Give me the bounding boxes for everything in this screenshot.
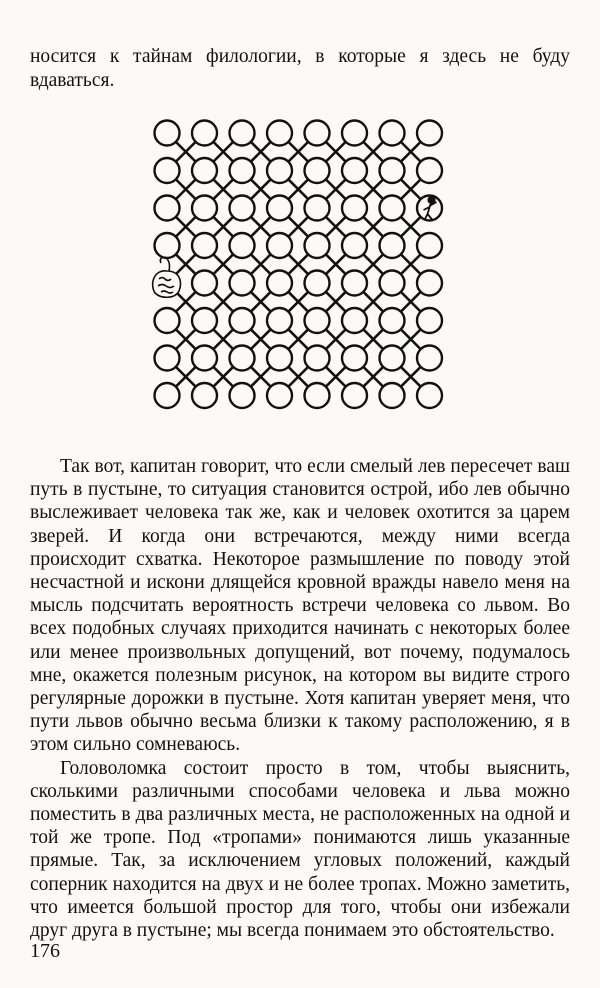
- path-node: [305, 158, 330, 183]
- path-node: [342, 196, 367, 221]
- path-node: [380, 233, 405, 258]
- path-node: [380, 308, 405, 333]
- path-node: [417, 121, 442, 146]
- path-node: [230, 196, 255, 221]
- path-node: [417, 346, 442, 371]
- path-node: [342, 233, 367, 258]
- top-continuation-text: [30, 45, 570, 93]
- path-node: [417, 271, 442, 296]
- lion-icon: [153, 257, 181, 297]
- path-node: [305, 121, 330, 146]
- path-node: [305, 383, 330, 408]
- path-node: [155, 121, 180, 146]
- path-node: [267, 158, 292, 183]
- path-node: [230, 271, 255, 296]
- continuation-paragraph: носится к тайнам филологии, в которые я здесь не буду вдаваться.: [30, 46, 570, 91]
- path-node: [305, 271, 330, 296]
- path-node: [342, 158, 367, 183]
- path-node: [380, 346, 405, 371]
- path-node: [192, 308, 217, 333]
- path-node: [192, 121, 217, 146]
- paragraph-2: Головоломка состоит просто в том, чтобы выяснить, сколькими различными способами человека и льва можно поместить в два различных места, не расположенных на одной и той же тропе. Под «тропами» понимаются лишь указанные прямые. Так, за исключением угловых положений, каждый соперник находится на двух и не более тропах. Можно заметить, что имеется большой простор для того, чтобы они избежали друг друга в пустыне; мы всегда понимаем это обстоятельство.: [30, 757, 570, 942]
- path-node: [342, 271, 367, 296]
- path-node: [380, 158, 405, 183]
- path-node: [267, 233, 292, 258]
- path-node: [192, 346, 217, 371]
- path-node: [230, 158, 255, 183]
- path-node: [380, 271, 405, 296]
- path-node: [192, 196, 217, 221]
- path-node: [230, 383, 255, 408]
- page-number: 176: [30, 940, 60, 962]
- path-node: [380, 196, 405, 221]
- path-node: [342, 346, 367, 371]
- main-text: [30, 455, 570, 942]
- path-node: [342, 383, 367, 408]
- path-node: [155, 233, 180, 258]
- path-node: [267, 308, 292, 333]
- path-node: [267, 196, 292, 221]
- path-node: [380, 383, 405, 408]
- path-node: [380, 121, 405, 146]
- paragraph-1: Так вот, капитан говорит, что если смелый лев пересечет ваш путь в пустыне, то ситуация становится острой, ибо лев обычно выслеживает человека так же, как и человек охотится за царем зверей. И когда они встречаются, между ними всегда происходит схватка. Некоторое размышление по поводу этой несчастной и искони длящейся кровной вражды навело меня на мысль подсчитать вероятность встречи человека со львом. Во всех подобных случаях приходится начинать с некоторых более или менее произвольных допущений, вот почему, подумалось мне, окажется полезным рисунок, на котором вы видите строго регулярные дорожки в пустыне. Хотя капитан уверяет меня, что пути львов обычно весьма близки к такому расположению, я в этом сильно сомневаюсь.: [30, 456, 570, 756]
- path-node: [230, 121, 255, 146]
- path-node: [342, 308, 367, 333]
- path-node: [305, 233, 330, 258]
- path-node: [230, 308, 255, 333]
- path-node: [192, 271, 217, 296]
- path-node: [417, 233, 442, 258]
- path-node: [155, 346, 180, 371]
- path-node: [155, 158, 180, 183]
- path-node: [230, 233, 255, 258]
- path-node: [267, 271, 292, 296]
- path-node: [192, 383, 217, 408]
- path-node: [342, 121, 367, 146]
- path-node: [192, 158, 217, 183]
- path-node: [305, 196, 330, 221]
- path-node: [305, 308, 330, 333]
- path-node: [417, 383, 442, 408]
- path-node: [155, 383, 180, 408]
- path-node: [192, 233, 217, 258]
- path-node: [267, 383, 292, 408]
- desert-paths-figure: [148, 112, 448, 422]
- path-node: [417, 308, 442, 333]
- path-node: [230, 346, 255, 371]
- path-node: [305, 346, 330, 371]
- path-node: [417, 158, 442, 183]
- path-node: [267, 346, 292, 371]
- path-node: [155, 196, 180, 221]
- path-node: [267, 121, 292, 146]
- path-node: [155, 308, 180, 333]
